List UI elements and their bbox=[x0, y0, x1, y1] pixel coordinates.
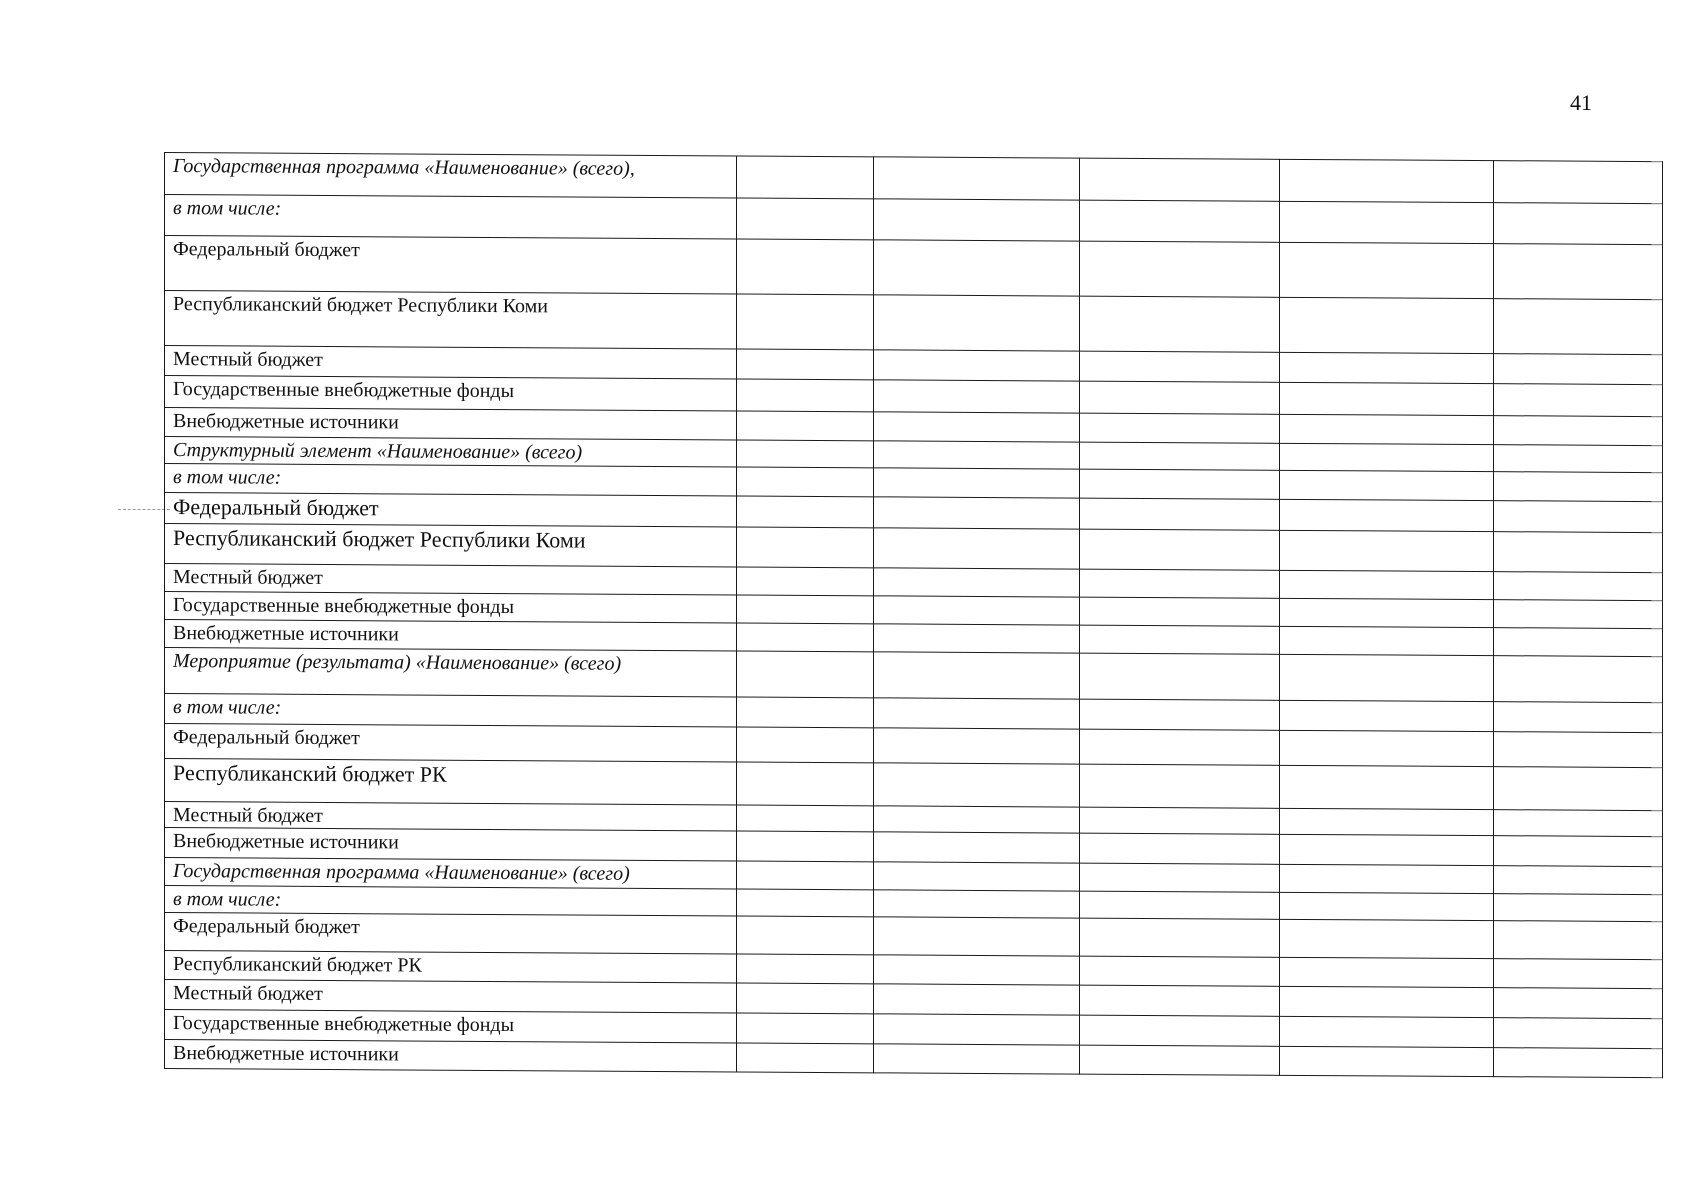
row-label: Федеральный бюджет bbox=[165, 724, 737, 762]
empty-cell bbox=[874, 1014, 1080, 1045]
empty-cell bbox=[1494, 656, 1663, 703]
empty-cell bbox=[1080, 241, 1280, 297]
row-label: Федеральный бюджет bbox=[165, 913, 737, 954]
row-label: Государственная программа «Наименование» (всего), bbox=[165, 153, 737, 198]
empty-cell bbox=[874, 832, 1080, 863]
empty-cell bbox=[1080, 413, 1280, 443]
empty-cell bbox=[1080, 653, 1280, 700]
empty-cell bbox=[737, 983, 874, 1014]
empty-cell bbox=[1080, 158, 1280, 201]
empty-cell bbox=[737, 527, 874, 568]
empty-cell bbox=[874, 157, 1080, 200]
empty-cell bbox=[1494, 445, 1663, 473]
empty-cell bbox=[1280, 765, 1494, 809]
empty-cell bbox=[737, 198, 874, 240]
table-row bbox=[165, 236, 1663, 300]
empty-cell bbox=[1280, 570, 1494, 599]
empty-cell bbox=[1080, 833, 1280, 864]
empty-cell bbox=[737, 349, 874, 380]
row-label: Федеральный бюджет bbox=[165, 236, 737, 294]
empty-cell bbox=[1494, 354, 1663, 385]
empty-cell bbox=[737, 916, 874, 955]
row-label: Внебюджетные источники bbox=[165, 828, 737, 861]
empty-cell bbox=[1080, 1015, 1280, 1046]
empty-cell bbox=[1080, 498, 1280, 530]
empty-cell bbox=[1280, 499, 1494, 531]
empty-cell bbox=[1080, 807, 1280, 834]
empty-cell bbox=[1280, 598, 1494, 627]
empty-cell bbox=[1494, 959, 1663, 989]
row-label: в том числе: bbox=[165, 694, 737, 727]
empty-cell bbox=[1494, 299, 1663, 355]
empty-cell bbox=[737, 623, 874, 652]
empty-cell bbox=[874, 441, 1080, 469]
empty-cell bbox=[737, 239, 874, 295]
empty-cell bbox=[737, 1043, 874, 1073]
empty-cell bbox=[737, 889, 874, 917]
empty-cell bbox=[1080, 597, 1280, 626]
empty-cell bbox=[874, 568, 1080, 597]
empty-cell bbox=[737, 805, 874, 832]
empty-cell bbox=[1494, 384, 1663, 417]
row-label: Местный бюджет bbox=[165, 564, 737, 595]
empty-cell bbox=[1494, 988, 1663, 1019]
empty-cell bbox=[874, 468, 1080, 498]
empty-cell bbox=[874, 890, 1080, 918]
empty-cell bbox=[1080, 699, 1280, 730]
empty-cell bbox=[1280, 986, 1494, 1017]
empty-cell bbox=[737, 861, 874, 890]
empty-cell bbox=[1494, 1018, 1663, 1049]
empty-cell bbox=[1280, 919, 1494, 958]
empty-cell bbox=[1080, 1045, 1280, 1075]
row-label: в том числе: bbox=[165, 195, 737, 239]
empty-cell bbox=[874, 984, 1080, 1015]
empty-cell bbox=[737, 1013, 874, 1044]
empty-cell bbox=[1280, 414, 1494, 444]
empty-cell bbox=[1280, 834, 1494, 865]
empty-cell bbox=[1280, 892, 1494, 920]
empty-cell bbox=[1080, 200, 1280, 242]
row-label: Местный бюджет bbox=[165, 980, 737, 1013]
row-label: в том числе: bbox=[165, 464, 737, 496]
empty-cell bbox=[1494, 767, 1663, 811]
empty-cell bbox=[1494, 894, 1663, 922]
row-label: Республиканский бюджет Республики Коми bbox=[165, 524, 737, 567]
empty-cell bbox=[1080, 863, 1280, 892]
empty-cell bbox=[874, 728, 1080, 764]
empty-cell bbox=[1280, 957, 1494, 987]
empty-cell bbox=[1280, 201, 1494, 243]
empty-cell bbox=[1494, 600, 1663, 629]
empty-cell bbox=[1494, 161, 1663, 204]
empty-cell bbox=[1494, 866, 1663, 895]
empty-cell bbox=[1080, 469, 1280, 499]
empty-cell bbox=[874, 240, 1080, 296]
row-label: Федеральный бюджет bbox=[165, 493, 737, 527]
empty-cell bbox=[1280, 864, 1494, 893]
empty-cell bbox=[1080, 985, 1280, 1016]
page-number: 41 bbox=[1570, 90, 1592, 115]
row-label: Местный бюджет bbox=[165, 346, 737, 379]
row-label: Республиканский бюджет Республики Коми bbox=[165, 291, 737, 349]
empty-cell bbox=[874, 652, 1080, 699]
empty-cell bbox=[1280, 530, 1494, 571]
empty-cell bbox=[1280, 443, 1494, 471]
row-label: Государственные внебюджетные фонды bbox=[165, 1010, 737, 1043]
empty-cell bbox=[737, 831, 874, 862]
empty-cell bbox=[1280, 1046, 1494, 1076]
row-label: Государственные внебюджетные фонды bbox=[165, 592, 737, 623]
empty-cell bbox=[1494, 501, 1663, 533]
empty-cell bbox=[1280, 352, 1494, 383]
empty-cell bbox=[1494, 628, 1663, 657]
empty-cell bbox=[737, 762, 874, 806]
empty-cell bbox=[874, 596, 1080, 625]
empty-cell bbox=[1080, 529, 1280, 570]
empty-cell bbox=[1080, 891, 1280, 919]
budget-table-body bbox=[165, 153, 1663, 1078]
row-label: Государственные внебюджетные фонды bbox=[165, 376, 737, 411]
empty-cell bbox=[1494, 732, 1663, 768]
row-label: Республиканский бюджет РК bbox=[165, 951, 737, 983]
empty-cell bbox=[1080, 296, 1280, 352]
empty-cell bbox=[1280, 470, 1494, 500]
empty-cell bbox=[737, 440, 874, 468]
empty-cell bbox=[874, 763, 1080, 807]
empty-cell bbox=[1494, 836, 1663, 867]
empty-cell bbox=[1080, 381, 1280, 414]
empty-cell bbox=[874, 412, 1080, 442]
empty-cell bbox=[1080, 956, 1280, 986]
empty-cell bbox=[1494, 572, 1663, 601]
empty-cell bbox=[874, 350, 1080, 381]
empty-cell bbox=[737, 411, 874, 441]
empty-cell bbox=[737, 697, 874, 728]
empty-cell bbox=[1080, 569, 1280, 598]
empty-cell bbox=[1494, 472, 1663, 502]
row-label: Внебюджетные источники bbox=[165, 620, 737, 651]
row-label: Внебюджетные источники bbox=[165, 1040, 737, 1072]
budget-table bbox=[164, 152, 1663, 1078]
empty-cell bbox=[1280, 654, 1494, 701]
empty-cell bbox=[737, 294, 874, 350]
empty-cell bbox=[1080, 764, 1280, 808]
empty-cell bbox=[737, 496, 874, 528]
empty-cell bbox=[737, 954, 874, 984]
empty-cell bbox=[1494, 810, 1663, 837]
empty-cell bbox=[737, 727, 874, 763]
empty-cell bbox=[1280, 382, 1494, 415]
empty-cell bbox=[737, 379, 874, 412]
empty-cell bbox=[737, 567, 874, 596]
empty-cell bbox=[1280, 1016, 1494, 1047]
empty-cell bbox=[874, 698, 1080, 729]
empty-cell bbox=[874, 624, 1080, 653]
empty-cell bbox=[874, 806, 1080, 833]
scan-artifact-line bbox=[118, 509, 170, 510]
empty-cell bbox=[1080, 729, 1280, 765]
empty-cell bbox=[874, 380, 1080, 413]
empty-cell bbox=[1280, 808, 1494, 835]
empty-cell bbox=[737, 595, 874, 624]
row-label: Внебюджетные источники bbox=[165, 408, 737, 440]
empty-cell bbox=[1280, 730, 1494, 766]
empty-cell bbox=[1494, 532, 1663, 573]
empty-cell bbox=[737, 651, 874, 698]
empty-cell bbox=[874, 199, 1080, 241]
empty-cell bbox=[874, 917, 1080, 956]
empty-cell bbox=[1280, 159, 1494, 202]
empty-cell bbox=[874, 528, 1080, 569]
empty-cell bbox=[874, 1044, 1080, 1074]
row-label: Мероприятие (результата) «Наименование» (всего) bbox=[165, 648, 737, 697]
empty-cell bbox=[1080, 625, 1280, 654]
empty-cell bbox=[1280, 626, 1494, 655]
empty-cell bbox=[874, 862, 1080, 891]
empty-cell bbox=[1280, 242, 1494, 298]
row-label: Государственная программа «Наименование» (всего) bbox=[165, 858, 737, 889]
row-label: Местный бюджет bbox=[165, 802, 737, 831]
empty-cell bbox=[1494, 416, 1663, 446]
empty-cell bbox=[874, 295, 1080, 351]
empty-cell bbox=[1494, 921, 1663, 960]
row-label: в том числе: bbox=[165, 886, 737, 916]
empty-cell bbox=[874, 497, 1080, 529]
empty-cell bbox=[1080, 351, 1280, 382]
empty-cell bbox=[1494, 244, 1663, 300]
table-row bbox=[165, 291, 1663, 355]
empty-cell bbox=[1494, 702, 1663, 733]
empty-cell bbox=[737, 156, 874, 199]
empty-cell bbox=[737, 467, 874, 497]
empty-cell bbox=[1494, 1048, 1663, 1078]
empty-cell bbox=[1494, 203, 1663, 245]
empty-cell bbox=[874, 955, 1080, 985]
empty-cell bbox=[1080, 918, 1280, 957]
row-label: Структурный элемент «Наименование» (всего) bbox=[165, 437, 737, 467]
row-label: Республиканский бюджет РК bbox=[165, 759, 737, 805]
empty-cell bbox=[1280, 297, 1494, 353]
empty-cell bbox=[1280, 700, 1494, 731]
empty-cell bbox=[1080, 442, 1280, 470]
